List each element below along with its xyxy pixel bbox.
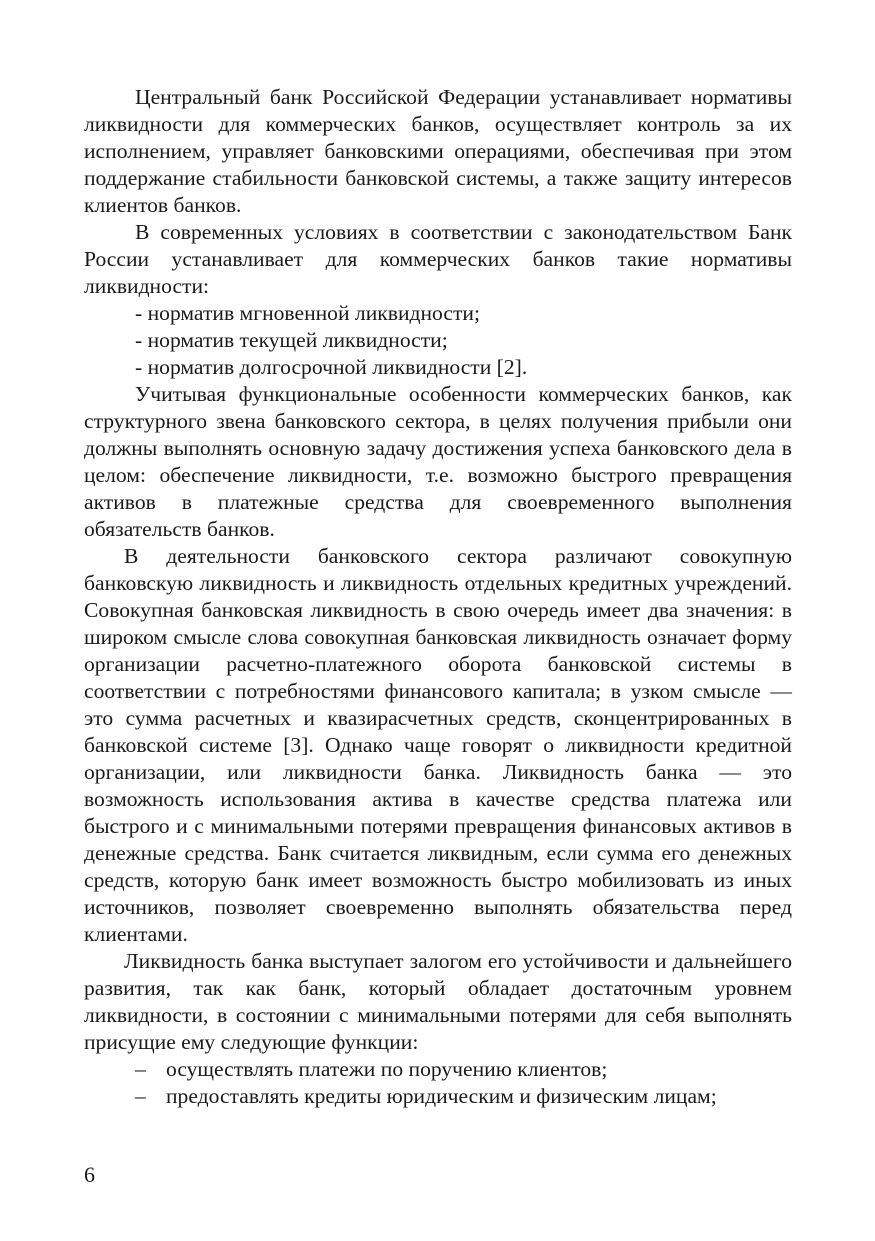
paragraph-functional-features: Учитывая функциональные особенности коммерческих банков, как структурного звена банковского сектора, в целях получения прибыли они должны выполнять основную задачу достижения успеха банковского дела в целом: обеспечение ликвидности, т.е. возможно быстрого превращения активов в платежные средства для своевременного выполнения обязательств банков. — [84, 382, 792, 541]
page-number: 6 — [84, 1162, 95, 1187]
norm-list — [84, 300, 792, 381]
paragraph-banking-sector-liquidity: В деятельности банковского сектора различают совокупную банковскую ликвидность и ликвидность отдельных кредитных учреждений. Совокупная банковская ликвидность в свою очередь имеет два значения: в широком смысле слова совокупная банковская ликвидность означает форму организации расчетно-платежного оборота банковской системы в соответствии с потребностями финансового капитала; в узком смысле — это сумма расчетных и квазирасчетных средств, сконцентрированных в банковской системе [3]. Однако чаще говорят о ликвидности кредитной организации, или ликвидности банка. Ликвидность банка — это возможность использования актива в качестве средства платежа или быстрого и с минимальными потерями превращения финансовых активов в денежные средства. Банк считается ликвидным, если сумма его денежных средств, которую банк имеет возможность быстро мобилизовать из иных источников, позволяет своевременно выполнять обязательства перед клиентами. — [84, 544, 792, 946]
function-list-item — [84, 1056, 792, 1083]
function-list — [84, 1056, 792, 1110]
paragraph-bank-liquidity-functions: Ликвидность банка выступает залогом его устойчивости и дальнейшего развития, так как банк, который обладает достаточным уровнем ликвидности, в состоянии с минимальными потерями для себя выполнять присущие ему следующие функции: — [84, 949, 792, 1054]
norm-list-item: - норматив долгосрочной ликвидности [2]. — [135, 355, 528, 379]
paragraph-central-bank: Центральный банк Российской Федерации устанавливает нормативы ликвидности для коммерческих банков, осуществляет контроль за их исполнением, управляет банковскими операциями, обеспечивая при этом поддержание стабильности банковской системы, а также защиту интересов клиентов банков. — [84, 85, 792, 217]
function-list-text: осуществлять платежи по поручению клиентов; — [166, 1057, 608, 1081]
paragraph-liquidity-norms: В современных условиях в соответствии с законодательством Банк России устанавливает для коммерческих банков такие нормативы ликвидности: — [84, 220, 792, 298]
page-body — [84, 84, 792, 1110]
dash-marker: – — [135, 1057, 146, 1081]
norm-list-item: - норматив текущей ликвидности; — [135, 328, 448, 352]
norm-list-item: - норматив мгновенной ликвидности; — [135, 301, 480, 325]
dash-marker: – — [135, 1084, 146, 1108]
function-list-text: предоставлять кредиты юридическим и физическим лицам; — [166, 1084, 717, 1108]
function-list-item — [84, 1083, 792, 1110]
